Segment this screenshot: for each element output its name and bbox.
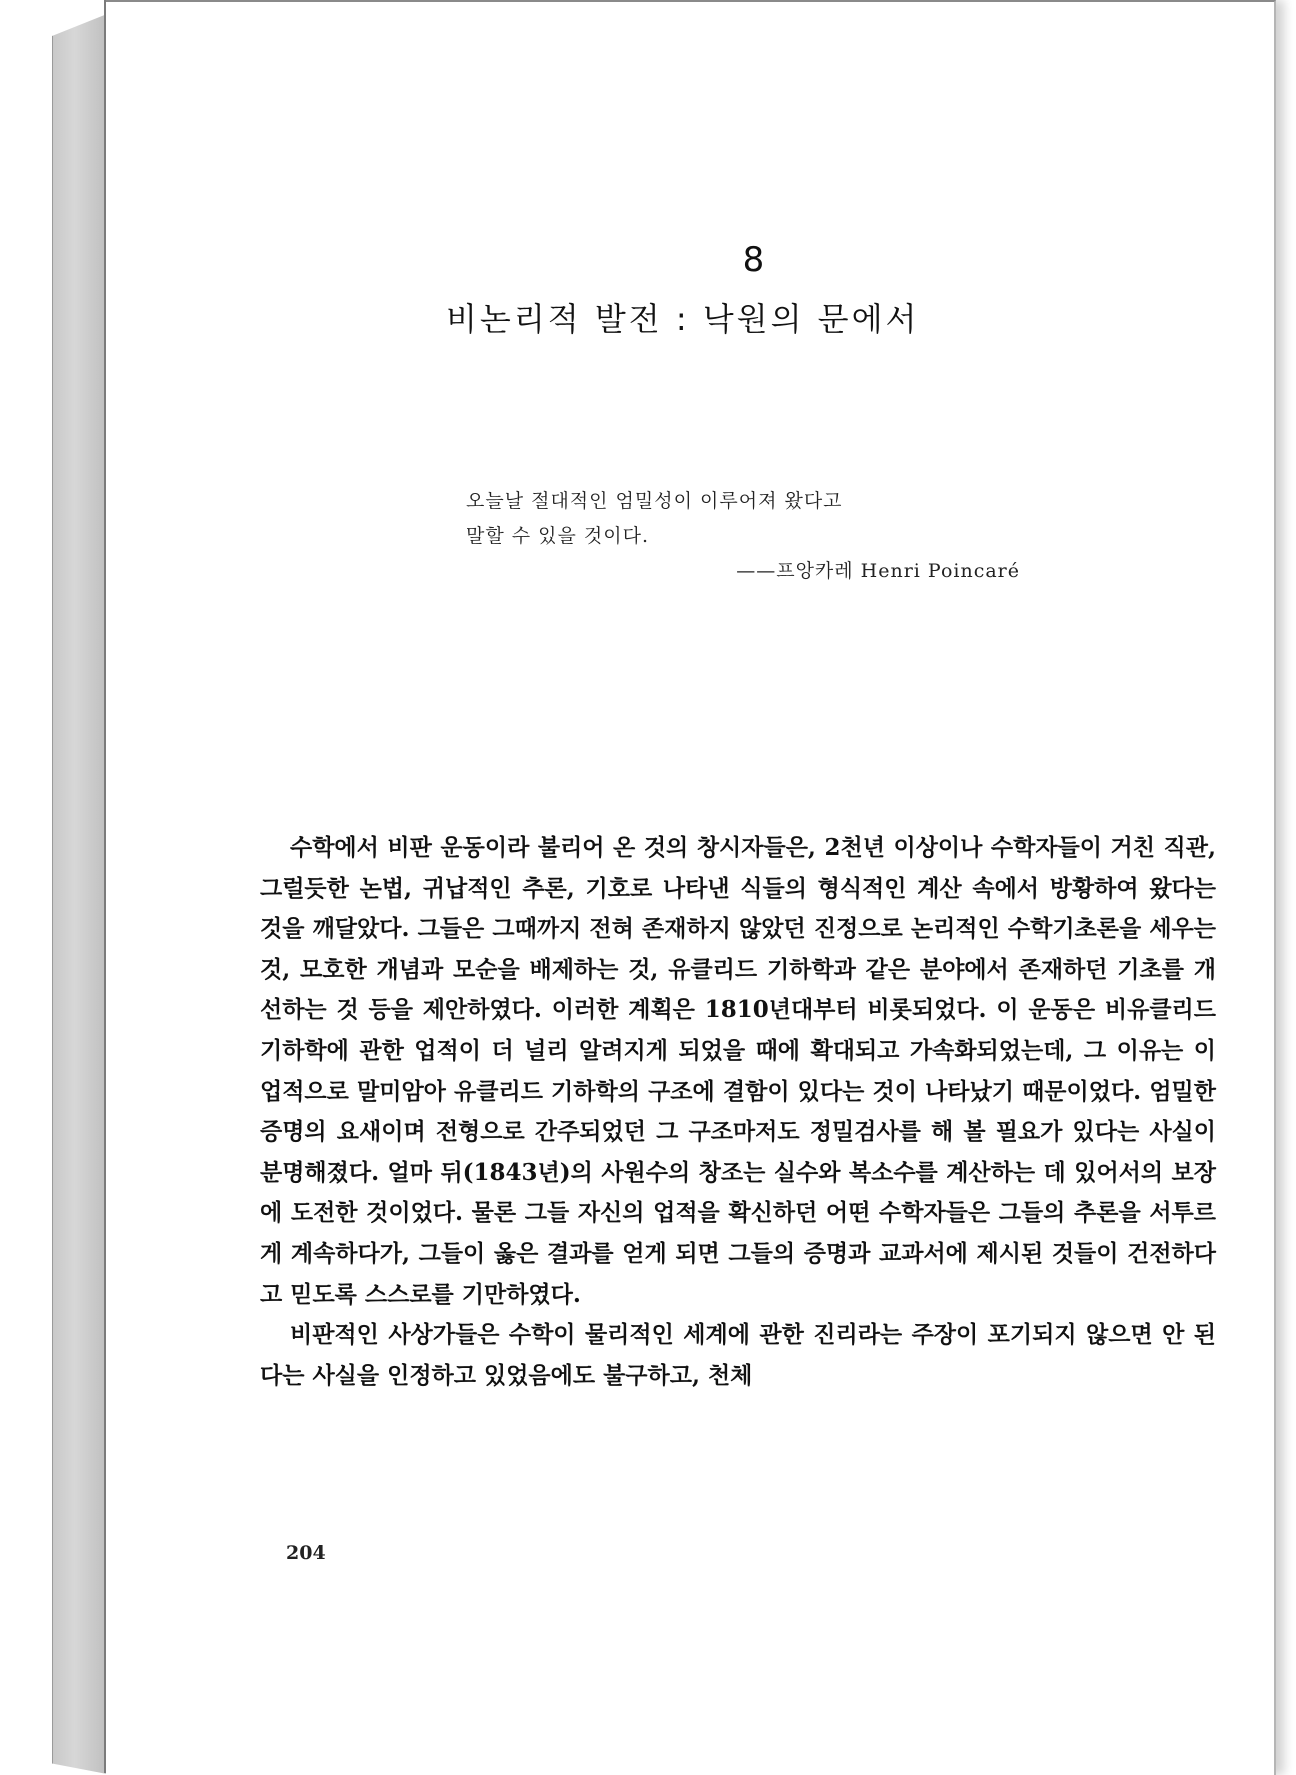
epigraph-attribution: ——프앙카레 Henri Poincaré [736, 560, 1020, 582]
epigraph-line: 오늘날 절대적인 엄밀성이 이루어져 왔다고 [466, 490, 843, 512]
epigraph [466, 484, 1026, 589]
book-spine [52, 14, 107, 1774]
chapter-number: 8 [742, 240, 766, 280]
chapter-title: 비논리적 발전 : 낙원의 문에서 [446, 300, 920, 338]
epigraph-line: 말할 수 있을 것이다. [466, 525, 649, 547]
book-page [106, 0, 1276, 1775]
body-text [260, 828, 1216, 1396]
body-paragraph: 수학에서 비판 운동이라 불리어 온 것의 창시자들은, 2천년 이상이나 수학자들이 거친 직관, 그럴듯한 논법, 귀납적인 추론, 기호로 나타낸 식들의 형식적인 계산 속에서 방황하여 왔다는 것을 깨달았다. 그들은 그때까지 전혀 존재하지 않았던 진정으로 논리적인 수학기초론을 세우는 것, 모호한 개념과 모순을 배제하는 것, 유클리드 기하학과 같은 분야에서 존재하던 기초를 개선하는 것 등을 제안하였다. 이러한 계획은 1810년대부터 비롯되었다. 이 운동은 비유클리드 기하학에 관한 업적이 더 널리 알려지게 되었을 때에 확대되고 가속화되었는데, 그 이유는 이 업적으로 말미암아 유클리드 기하학의 구조에 결함이 있다는 것이 나타났기 때문이었다. 엄밀한 증명의 요새이며 전형으로 간주되었던 그 구조마저도 정밀검사를 해 볼 필요가 있다는 사실이 분명해졌다. 얼마 뒤(1843년)의 사원수의 창조는 실수와 복소수를 계산하는 데 있어서의 보장에 도전한 것이었다. 물론 그들 자신의 업적을 확신하던 어떤 수학자들은 그들의 추론을 서투르게 계속하다가, 그들이 옳은 결과를 얻게 되면 그들의 증명과 교과서에 제시된 것들이 건전하다고 믿도록 스스로를 기만하였다. [260, 834, 1216, 1308]
page-number: 204 [286, 1542, 326, 1564]
body-paragraph: 비판적인 사상가들은 수학이 물리적인 세계에 관한 진리라는 주장이 포기되지 않으면 안 된다는 사실을 인정하고 있었음에도 불구하고, 천체 [260, 1321, 1216, 1389]
